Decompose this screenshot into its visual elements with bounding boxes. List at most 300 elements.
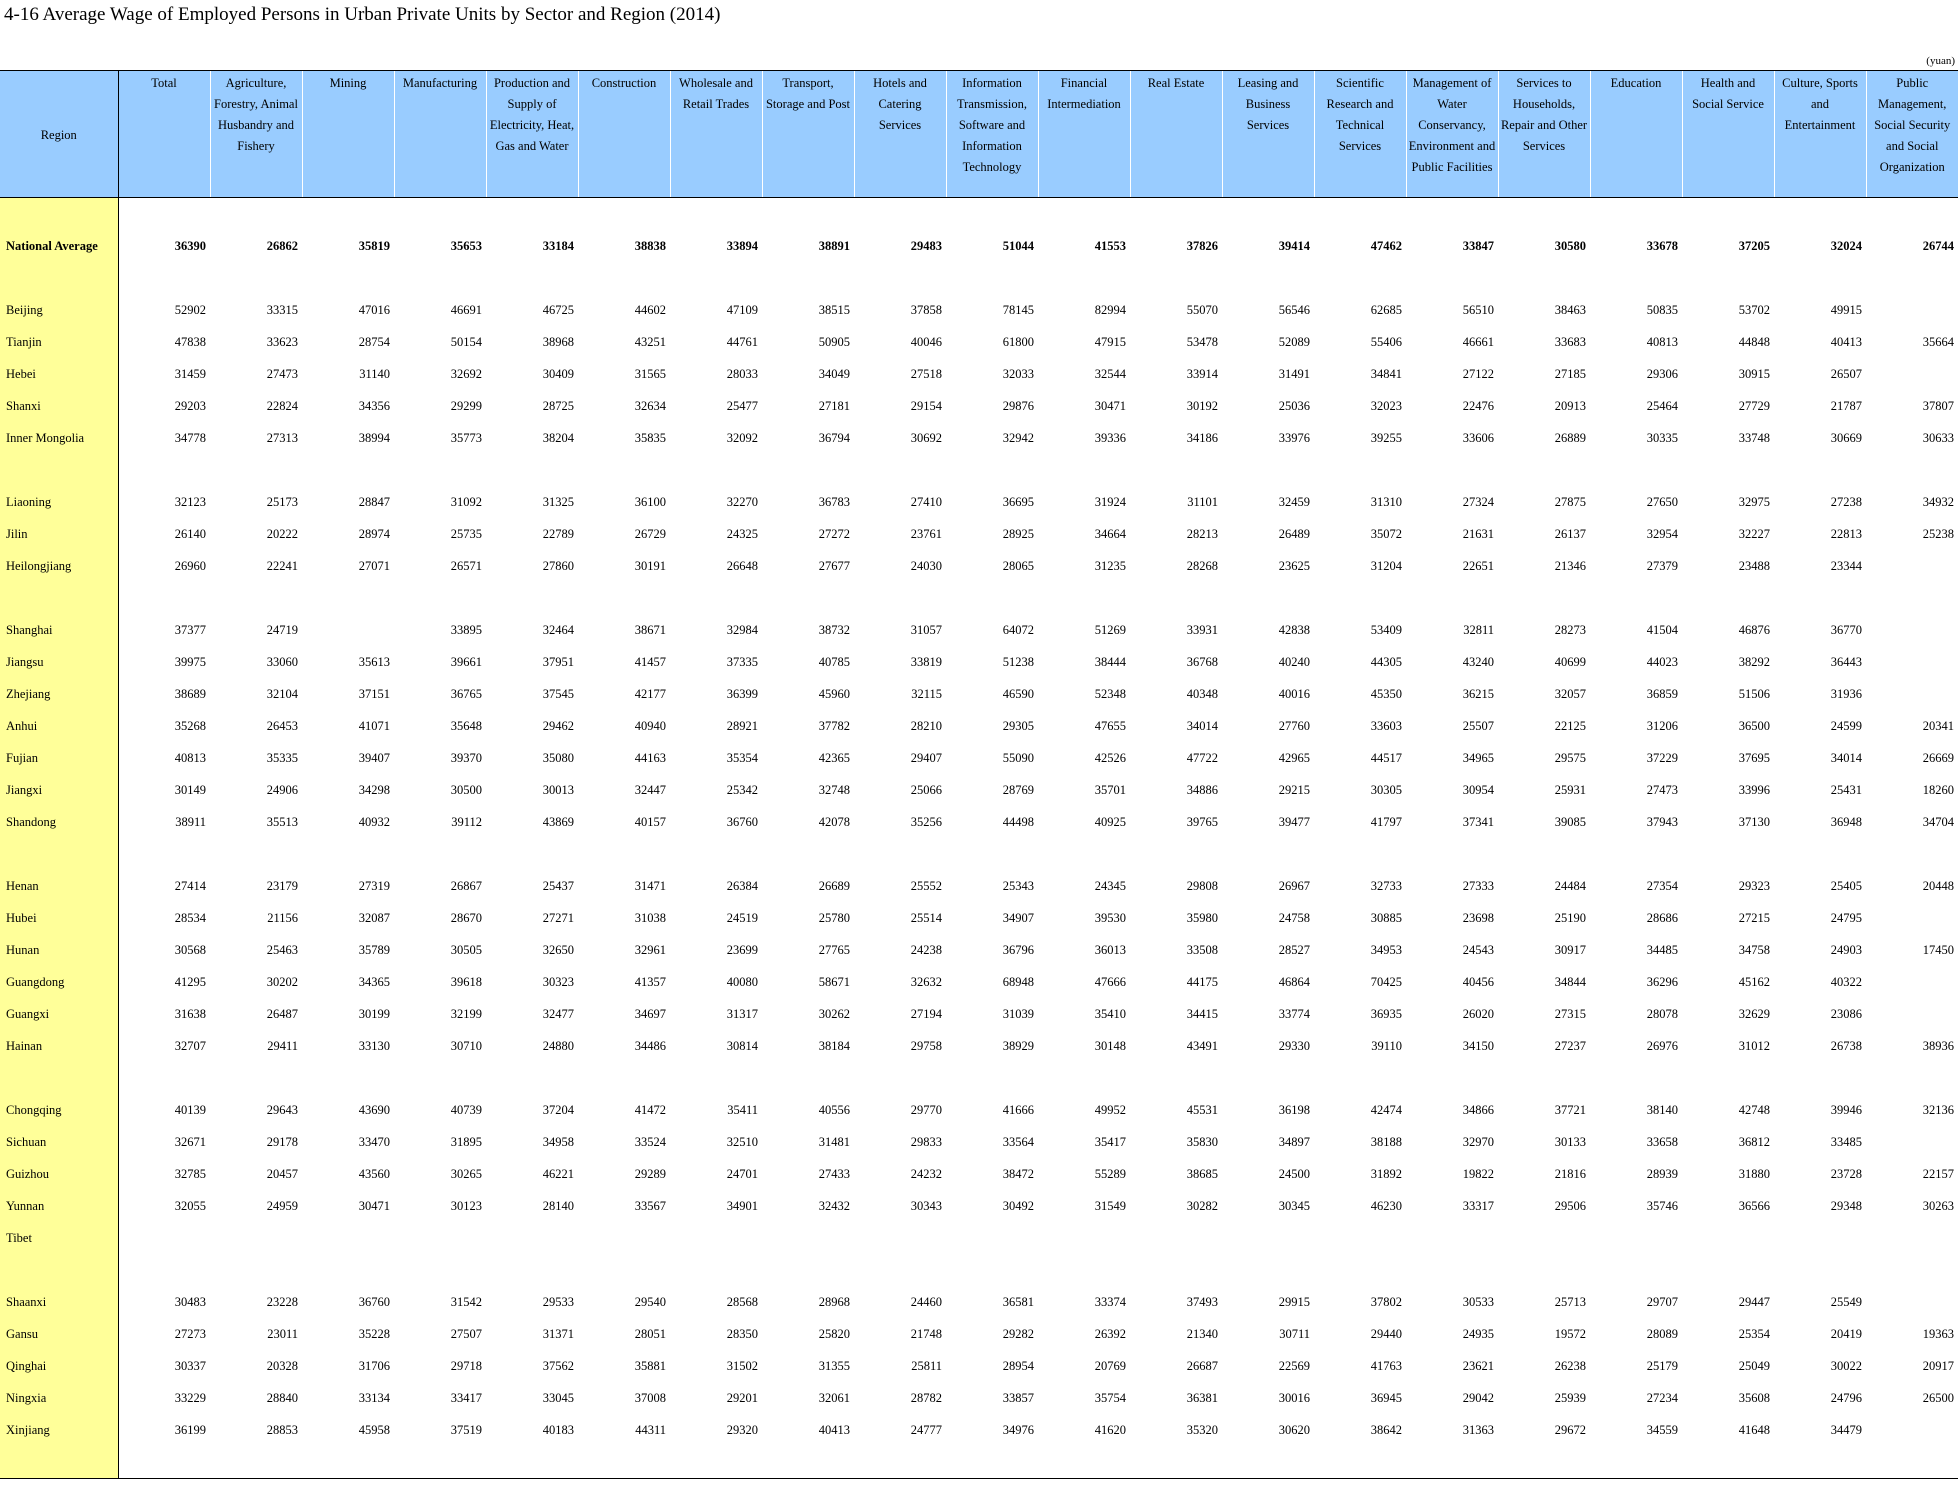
wage-cell-utilities: 37204 [542, 1102, 574, 1117]
wage-cell-leasing: 42838 [1278, 622, 1310, 637]
wage-cell-education: 33678 [1646, 238, 1678, 253]
empty-cell [1406, 1446, 1498, 1479]
wage-cell-hotels: 31057 [910, 622, 942, 637]
wage-cell-leasing [1222, 1222, 1314, 1254]
wage-cell-real_estate: 21340 [1186, 1326, 1218, 1341]
empty-cell [486, 1446, 578, 1479]
header-row [0, 71, 1958, 198]
region-cell: Heilongjiang [0, 550, 118, 582]
wage-cell-culture: 24796 [1830, 1390, 1862, 1405]
empty-cell [118, 838, 210, 870]
wage-cell-real_estate: 55070 [1186, 302, 1218, 317]
empty-cell [1498, 454, 1590, 486]
empty-cell [578, 582, 670, 614]
wage-cell-health: 37205 [1738, 238, 1770, 253]
wage-cell-wholesale: 32984 [726, 622, 758, 637]
wage-cell-total: 31459 [174, 366, 206, 381]
wage-cell-household: 27185 [1554, 366, 1586, 381]
wage-cell-hotels: 24030 [910, 558, 942, 573]
wage-cell-it: 68948 [1002, 974, 1034, 989]
wage-cell-health: 33748 [1738, 430, 1770, 445]
wage-cell-hotels: 24777 [910, 1422, 942, 1437]
wage-cell-health: 27729 [1738, 398, 1770, 413]
wage-cell-manufacturing: 31542 [450, 1294, 482, 1309]
empty-cell [1038, 454, 1130, 486]
empty-cell [486, 1062, 578, 1094]
wage-cell-public [1866, 902, 1958, 934]
wage-cell-scientific: 47462 [1370, 238, 1402, 253]
spacer-row [0, 1062, 1958, 1094]
wage-cell-transport: 38891 [818, 238, 850, 253]
wage-cell-total: 52902 [174, 302, 206, 317]
wage-cell-agriculture [210, 1222, 302, 1254]
column-header-it: Information Transmission, Software and Information Technology [946, 71, 1038, 198]
wage-cell-agriculture: 24906 [266, 782, 298, 797]
wage-cell-construction: 35881 [634, 1358, 666, 1373]
wage-cell-construction: 29540 [634, 1294, 666, 1309]
wage-cell-wholesale: 29201 [726, 1390, 758, 1405]
wage-cell-it: 33564 [1002, 1134, 1034, 1149]
region-cell: Xinjiang [0, 1414, 118, 1446]
wage-cell-leasing: 40016 [1278, 686, 1310, 701]
empty-cell [486, 838, 578, 870]
wage-cell-household: 39085 [1554, 814, 1586, 829]
wage-cell-construction: 37008 [634, 1390, 666, 1405]
empty-cell [1038, 582, 1130, 614]
wage-cell-agriculture: 20222 [266, 526, 298, 541]
wage-cell-manufacturing: 37519 [450, 1422, 482, 1437]
wage-cell-leasing: 39477 [1278, 814, 1310, 829]
wage-cell-health: 42748 [1738, 1102, 1770, 1117]
wage-cell-culture: 36770 [1830, 622, 1862, 637]
empty-cell [670, 198, 762, 231]
wage-cell-real_estate: 33914 [1186, 366, 1218, 381]
column-header-utilities: Production and Supply of Electricity, Heat, Gas and Water [486, 71, 578, 198]
wage-cell-mining [302, 1222, 394, 1254]
wage-cell-construction: 44602 [634, 302, 666, 317]
wage-cell-it: 38472 [1002, 1166, 1034, 1181]
wage-cell-leasing: 42965 [1278, 750, 1310, 765]
wage-cell-utilities: 37951 [542, 654, 574, 669]
empty-cell [1314, 582, 1406, 614]
wage-cell-it: 29305 [1002, 718, 1034, 733]
wage-cell-culture: 39946 [1830, 1102, 1862, 1117]
wage-cell-education: 28939 [1646, 1166, 1678, 1181]
wage-cell-total [118, 1222, 210, 1254]
empty-cell [854, 1446, 946, 1479]
wage-cell-hotels: 37858 [910, 302, 942, 317]
wage-cell-wholesale: 28033 [726, 366, 758, 381]
wage-cell-transport: 36794 [818, 430, 850, 445]
wage-cell-household: 30580 [1554, 238, 1586, 253]
table-row [0, 774, 1958, 806]
wage-cell-culture: 23728 [1830, 1166, 1862, 1181]
empty-cell [1774, 1062, 1866, 1094]
wage-cell-transport: 25780 [818, 910, 850, 925]
wage-cell-health: 37130 [1738, 814, 1770, 829]
wage-cell-utilities: 27271 [542, 910, 574, 925]
empty-cell [1866, 198, 1958, 231]
wage-cell-culture: 21787 [1830, 398, 1862, 413]
wage-cell-real_estate: 35320 [1186, 1422, 1218, 1437]
wage-cell-scientific: 44517 [1370, 750, 1402, 765]
column-header-region: Region [0, 71, 118, 198]
wage-cell-health: 32227 [1738, 526, 1770, 541]
empty-cell [670, 1446, 762, 1479]
region-cell: Guangxi [0, 998, 118, 1030]
empty-cell [1590, 838, 1682, 870]
wage-cell-transport: 38184 [818, 1038, 850, 1053]
empty-cell [1774, 262, 1866, 294]
wage-cell-financial: 42526 [1094, 750, 1126, 765]
wage-cell-wholesale: 32092 [726, 430, 758, 445]
empty-cell [1130, 1254, 1222, 1286]
wage-cell-household: 29575 [1554, 750, 1586, 765]
wage-cell-total: 32707 [174, 1038, 206, 1053]
wage-cell-construction: 36100 [634, 494, 666, 509]
wage-cell-leasing: 22569 [1278, 1358, 1310, 1373]
wage-cell-real_estate: 34415 [1186, 1006, 1218, 1021]
wage-cell-construction: 28051 [634, 1326, 666, 1341]
wage-cell-hotels: 25066 [910, 782, 942, 797]
wage-cell-total: 26140 [174, 526, 206, 541]
wage-cell-education: 27650 [1646, 494, 1678, 509]
wage-cell-hotels: 29407 [910, 750, 942, 765]
wage-cell-agriculture: 24959 [266, 1198, 298, 1213]
wage-cell-it: 34976 [1002, 1422, 1034, 1437]
wage-cell-household: 28273 [1554, 622, 1586, 637]
wage-cell-manufacturing: 35648 [450, 718, 482, 733]
wage-cell-education: 37229 [1646, 750, 1678, 765]
wage-cell-leasing: 30016 [1278, 1390, 1310, 1405]
wage-cell-it: 78145 [1002, 302, 1034, 317]
wage-cell-mining: 38994 [358, 430, 390, 445]
wage-cell-wholesale: 26384 [726, 878, 758, 893]
wage-cell-agriculture: 23228 [266, 1294, 298, 1309]
wage-cell-real_estate: 33931 [1186, 622, 1218, 637]
wage-cell-household: 27875 [1554, 494, 1586, 509]
empty-cell [118, 454, 210, 486]
column-header-hotels: Hotels and Catering Services [854, 71, 946, 198]
empty-cell [1774, 1254, 1866, 1286]
wage-cell-public: 30633 [1922, 430, 1954, 445]
wage-cell-public: 34932 [1922, 494, 1954, 509]
spacer-row [0, 582, 1958, 614]
wage-cell-transport: 40785 [818, 654, 850, 669]
empty-cell [302, 198, 394, 231]
wage-cell-hotels: 27194 [910, 1006, 942, 1021]
wage-cell-manufacturing: 35653 [450, 238, 482, 253]
wage-cell-manufacturing: 39661 [450, 654, 482, 669]
wage-cell-culture: 23344 [1830, 558, 1862, 573]
table-row [0, 902, 1958, 934]
wage-cell-financial: 35754 [1094, 1390, 1126, 1405]
wage-cell-financial: 35701 [1094, 782, 1126, 797]
empty-cell [670, 582, 762, 614]
wage-cell-real_estate: 36381 [1186, 1390, 1218, 1405]
wage-cell-transport: 26689 [818, 878, 850, 893]
empty-cell [670, 1254, 762, 1286]
wage-cell-household [1498, 1222, 1590, 1254]
table-row [0, 710, 1958, 742]
empty-cell [1406, 1254, 1498, 1286]
wage-cell-mining: 27319 [358, 878, 390, 893]
empty-cell [486, 1254, 578, 1286]
wage-cell-mining: 27071 [358, 558, 390, 573]
wage-cell-culture: 26738 [1830, 1038, 1862, 1053]
wage-cell-transport: 37782 [818, 718, 850, 733]
table-row [0, 390, 1958, 422]
empty-cell [1130, 454, 1222, 486]
wage-cell-education [1590, 1222, 1682, 1254]
wage-cell-construction: 31038 [634, 910, 666, 925]
empty-cell [486, 198, 578, 231]
wage-cell-manufacturing: 31895 [450, 1134, 482, 1149]
column-header-agriculture: Agriculture, Forestry, Animal Husbandry and Fishery [210, 71, 302, 198]
empty-cell [670, 838, 762, 870]
wage-cell-wholesale: 32270 [726, 494, 758, 509]
wage-cell-utilities: 40183 [542, 1422, 574, 1437]
wage-cell-public: 34704 [1922, 814, 1954, 829]
wage-cell-real_estate: 36768 [1186, 654, 1218, 669]
wage-cell-manufacturing: 27507 [450, 1326, 482, 1341]
wage-cell-education: 34559 [1646, 1422, 1678, 1437]
table-row [0, 1190, 1958, 1222]
wage-cell-wholesale: 40080 [726, 974, 758, 989]
wage-cell-scientific: 29440 [1370, 1326, 1402, 1341]
empty-cell [1682, 1062, 1774, 1094]
wage-cell-leasing: 29915 [1278, 1294, 1310, 1309]
wage-cell-wholesale: 23699 [726, 942, 758, 957]
wage-cell-household: 30133 [1554, 1134, 1586, 1149]
wage-cell-public: 37807 [1922, 398, 1954, 413]
wage-cell-water_env: 36215 [1462, 686, 1494, 701]
wage-cell-manufacturing: 30505 [450, 942, 482, 957]
wage-cell-hotels: 30343 [910, 1198, 942, 1213]
spacer-row [0, 1254, 1958, 1286]
wage-cell-scientific: 30885 [1370, 910, 1402, 925]
wage-cell-education: 29306 [1646, 366, 1678, 381]
wage-cell-hotels: 27410 [910, 494, 942, 509]
empty-cell [302, 1254, 394, 1286]
wage-cell-leasing: 36198 [1278, 1102, 1310, 1117]
wage-cell-household: 27315 [1554, 1006, 1586, 1021]
wage-cell-construction: 38838 [634, 238, 666, 253]
empty-cell [1406, 262, 1498, 294]
column-header-water_env: Management of Water Conservancy, Environment and Public Facilities [1406, 71, 1498, 198]
empty-cell [762, 454, 854, 486]
wage-cell-culture: 22813 [1830, 526, 1862, 541]
wage-cell-real_estate: 38685 [1186, 1166, 1218, 1181]
column-header-real_estate: Real Estate [1130, 71, 1222, 198]
empty-cell [854, 262, 946, 294]
wage-cell-utilities: 30323 [542, 974, 574, 989]
wage-cell-total: 40139 [174, 1102, 206, 1117]
wage-cell-household: 25931 [1554, 782, 1586, 797]
column-header-transport: Transport, Storage and Post [762, 71, 854, 198]
empty-cell [1406, 838, 1498, 870]
wage-cell-total: 28534 [174, 910, 206, 925]
empty-cell [762, 1062, 854, 1094]
wage-cell-water_env: 33317 [1462, 1198, 1494, 1213]
wage-cell-it: 29876 [1002, 398, 1034, 413]
wage-cell-transport: 50905 [818, 334, 850, 349]
wage-cell-scientific: 45350 [1370, 686, 1402, 701]
wage-cell-household: 25190 [1554, 910, 1586, 925]
wage-cell-construction [578, 1222, 670, 1254]
wage-cell-total: 26960 [174, 558, 206, 573]
wage-cell-leasing: 26489 [1278, 526, 1310, 541]
empty-cell [118, 582, 210, 614]
wage-cell-mining: 41071 [358, 718, 390, 733]
table-row [0, 326, 1958, 358]
empty-cell [854, 198, 946, 231]
column-header-wholesale: Wholesale and Retail Trades [670, 71, 762, 198]
wage-cell-scientific: 31310 [1370, 494, 1402, 509]
empty-cell [1406, 198, 1498, 231]
wage-cell-education: 34485 [1646, 942, 1678, 957]
empty-cell [578, 262, 670, 294]
table-row [0, 934, 1958, 966]
table-row [0, 294, 1958, 326]
table-row [0, 486, 1958, 518]
column-header-total: Total [118, 71, 210, 198]
wage-cell-agriculture: 33315 [266, 302, 298, 317]
wage-cell-water_env: 34965 [1462, 750, 1494, 765]
empty-cell [946, 198, 1038, 231]
wage-cell-health: 23488 [1738, 558, 1770, 573]
wage-cell-financial: 47666 [1094, 974, 1126, 989]
wage-cell-culture: 23086 [1830, 1006, 1862, 1021]
wage-cell-total: 47838 [174, 334, 206, 349]
region-cell [0, 454, 118, 486]
wage-cell-transport: 31355 [818, 1358, 850, 1373]
empty-cell [118, 262, 210, 294]
table-row [0, 1382, 1958, 1414]
region-cell: National Average [0, 230, 118, 262]
wage-cell-hotels [854, 1222, 946, 1254]
wage-cell-agriculture: 29643 [266, 1102, 298, 1117]
wage-cell-water_env: 43240 [1462, 654, 1494, 669]
wage-cell-it: 34907 [1002, 910, 1034, 925]
wage-cell-leasing: 30711 [1279, 1326, 1310, 1341]
region-cell: Shanxi [0, 390, 118, 422]
wage-cell-education: 36859 [1646, 686, 1678, 701]
wage-cell-health: 31012 [1738, 1038, 1770, 1053]
empty-cell [394, 1062, 486, 1094]
column-header-public: Public Management, Social Security and Social Organization [1866, 71, 1958, 198]
empty-cell [946, 838, 1038, 870]
wage-cell-mining: 33130 [358, 1038, 390, 1053]
wage-cell-utilities: 33045 [542, 1390, 574, 1405]
wage-cell-scientific: 31892 [1370, 1166, 1402, 1181]
wage-cell-mining: 35819 [358, 238, 390, 253]
wage-cell-education: 27234 [1646, 1390, 1678, 1405]
wage-cell-transport: 34049 [818, 366, 850, 381]
wage-cell-financial: 39336 [1094, 430, 1126, 445]
wage-cell-total: 27414 [174, 878, 206, 893]
wage-cell-total: 35268 [174, 718, 206, 733]
wage-cell-public [1866, 1286, 1958, 1318]
wage-cell-scientific: 37802 [1370, 1294, 1402, 1309]
wage-cell-financial: 24345 [1094, 878, 1126, 893]
region-cell: Jilin [0, 518, 118, 550]
table-row [0, 1318, 1958, 1350]
wage-cell-agriculture: 29178 [266, 1134, 298, 1149]
empty-cell [578, 1062, 670, 1094]
empty-cell [210, 582, 302, 614]
empty-cell [1774, 582, 1866, 614]
wage-cell-construction: 41457 [634, 654, 666, 669]
wage-cell-leasing: 30620 [1278, 1422, 1310, 1437]
region-cell: Henan [0, 870, 118, 902]
empty-cell [302, 838, 394, 870]
wage-cell-construction: 40157 [634, 814, 666, 829]
empty-cell [1866, 1446, 1958, 1479]
spacer-row [0, 198, 1958, 231]
wage-cell-utilities: 46221 [542, 1166, 574, 1181]
wage-cell-utilities: 28725 [542, 398, 574, 413]
wage-cell-real_estate: 34186 [1186, 430, 1218, 445]
empty-cell [946, 262, 1038, 294]
wage-cell-mining: 28974 [358, 526, 390, 541]
table-row [0, 518, 1958, 550]
wage-cell-mining: 31140 [359, 366, 390, 381]
wage-cell-culture: 30022 [1830, 1358, 1862, 1373]
column-header-construction: Construction [578, 71, 670, 198]
wage-cell-water_env: 22476 [1462, 398, 1494, 413]
empty-cell [1590, 262, 1682, 294]
wage-cell-real_estate: 26687 [1186, 1358, 1218, 1373]
wage-cell-construction: 41472 [634, 1102, 666, 1117]
wage-cell-public: 26669 [1922, 750, 1954, 765]
empty-cell [578, 838, 670, 870]
wage-cell-agriculture: 33623 [266, 334, 298, 349]
wage-cell-scientific: 33603 [1370, 718, 1402, 733]
wage-cell-household: 29672 [1554, 1422, 1586, 1437]
empty-cell [1038, 262, 1130, 294]
wage-cell-leasing: 39414 [1278, 238, 1310, 253]
wage-cell-construction: 34697 [634, 1006, 666, 1021]
wage-cell-agriculture: 22824 [266, 398, 298, 413]
wage-cell-real_estate: 37493 [1186, 1294, 1218, 1309]
region-cell: Shanghai [0, 614, 118, 646]
wage-cell-agriculture: 27313 [266, 430, 298, 445]
wage-cell-mining: 31706 [358, 1358, 390, 1373]
wage-cell-hotels: 24238 [910, 942, 942, 957]
wage-cell-water_env: 26020 [1462, 1006, 1494, 1021]
column-header-financial: Financial Intermediation [1038, 71, 1130, 198]
wage-cell-it: 36581 [1002, 1294, 1034, 1309]
wage-cell-leasing: 26967 [1278, 878, 1310, 893]
wage-cell-public [1866, 1126, 1958, 1158]
wage-cell-scientific: 46230 [1370, 1198, 1402, 1213]
empty-cell [118, 1446, 210, 1479]
wage-cell-wholesale: 36399 [726, 686, 758, 701]
wage-cell-hotels: 28782 [910, 1390, 942, 1405]
wage-cell-mining: 33470 [358, 1134, 390, 1149]
wage-cell-financial: 47655 [1094, 718, 1126, 733]
region-cell: Anhui [0, 710, 118, 742]
wage-cell-household: 38463 [1554, 302, 1586, 317]
wage-cell-manufacturing: 35773 [450, 430, 482, 445]
wage-cell-hotels: 25514 [910, 910, 942, 925]
wage-cell-public: 17450 [1922, 942, 1954, 957]
wage-cell-health: 27215 [1738, 910, 1770, 925]
empty-cell [946, 1446, 1038, 1479]
wage-cell-mining: 34356 [358, 398, 390, 413]
empty-cell [1498, 1062, 1590, 1094]
